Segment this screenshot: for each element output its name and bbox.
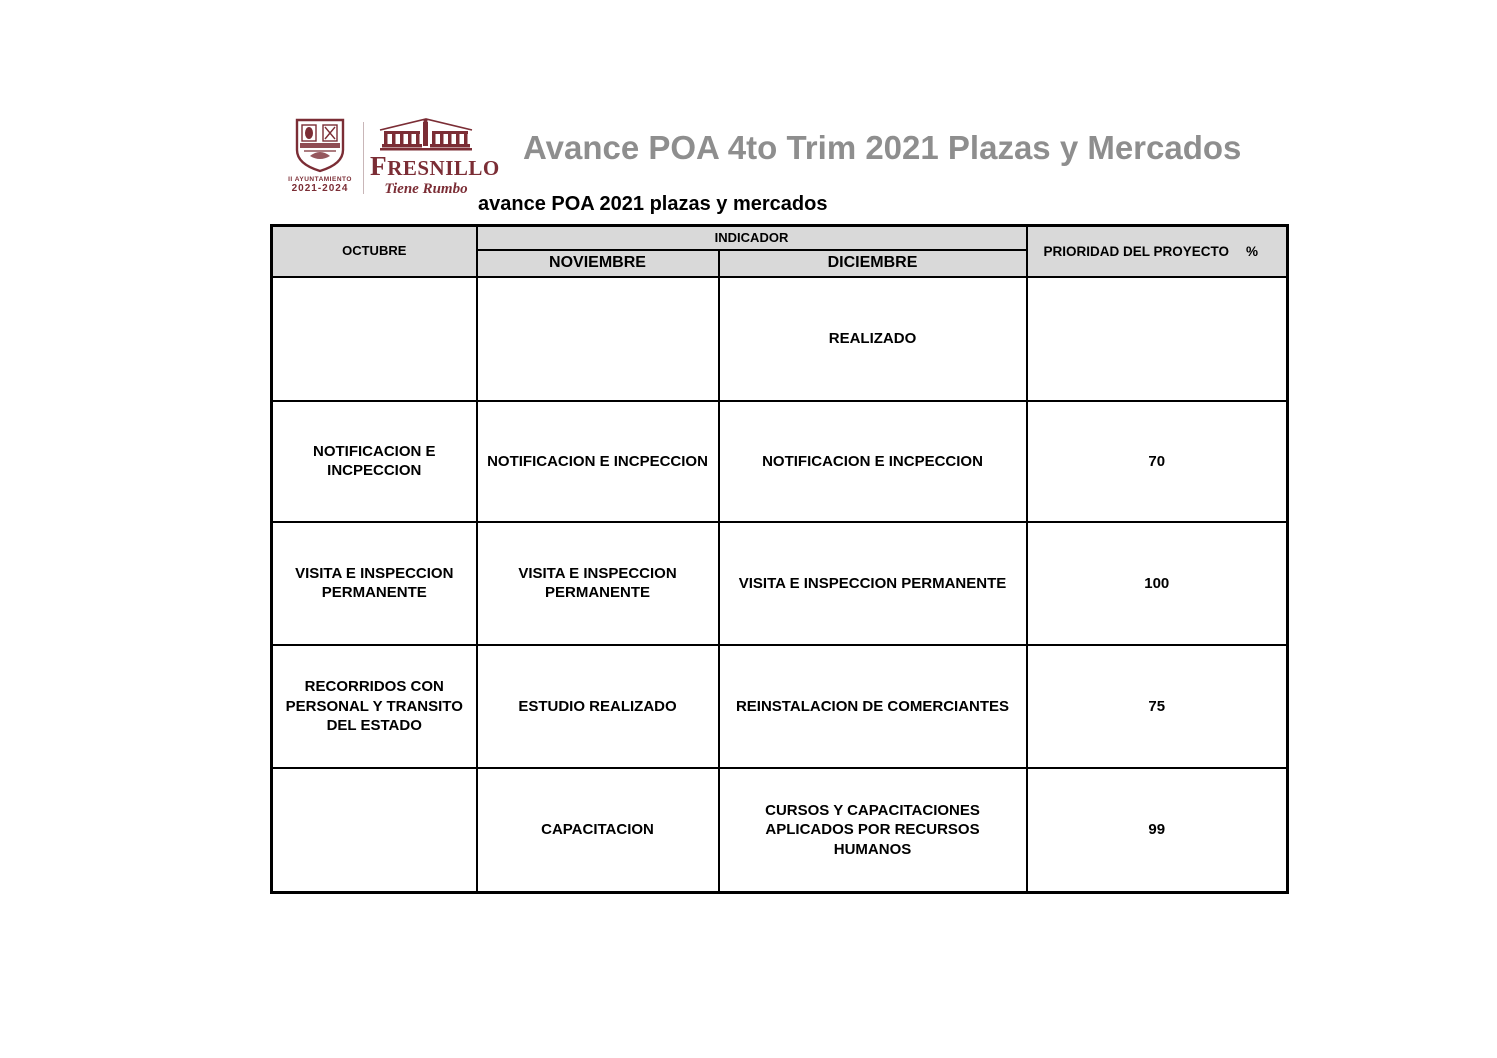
table-row	[272, 645, 1288, 768]
cell-noviembre: ESTUDIO REALIZADO	[477, 645, 719, 768]
cell-octubre	[272, 277, 477, 401]
brand-name: FRESNILLO	[370, 151, 500, 181]
cell-prioridad	[1027, 277, 1288, 401]
coat-of-arms	[283, 118, 357, 194]
page-title: Avance POA 4to Trim 2021 Plazas y Mercados	[523, 129, 1242, 166]
header-octubre: OCTUBRE	[272, 226, 477, 277]
cell-prioridad: 99	[1027, 768, 1288, 893]
aqueduct-icon	[376, 118, 476, 152]
cell-noviembre: NOTIFICACION E INCPECCION	[477, 401, 719, 522]
cell-diciembre: REALIZADO	[719, 277, 1027, 401]
header-percent-label: %	[1246, 243, 1259, 259]
crest-caption-line1: II AYUNTAMIENTO	[288, 176, 352, 183]
table-row	[272, 522, 1288, 645]
cell-diciembre: REINSTALACION DE COMERCIANTES	[719, 645, 1027, 768]
table-row	[272, 277, 1288, 401]
header-prioridad-label: PRIORIDAD DEL PROYECTO	[1043, 243, 1230, 259]
cell-diciembre: VISITA E INSPECCION PERMANENTE	[719, 522, 1027, 645]
cell-diciembre: NOTIFICACION E INCPECCION	[719, 401, 1027, 522]
cell-octubre: RECORRIDOS CON PERSONAL Y TRANSITO DEL ESTADO	[272, 645, 477, 768]
cell-prioridad: 75	[1027, 645, 1288, 768]
cell-noviembre	[477, 277, 719, 401]
logo-divider	[363, 122, 364, 194]
poa-progress-table	[270, 224, 1289, 894]
coat-of-arms-icon	[294, 118, 346, 174]
cell-noviembre: VISITA E INSPECCION PERMANENTE	[477, 522, 719, 645]
table-row	[272, 401, 1288, 522]
cell-prioridad: 100	[1027, 522, 1288, 645]
header-diciembre: DICIEMBRE	[719, 250, 1027, 277]
cell-octubre: VISITA E INSPECCION PERMANENTE	[272, 522, 477, 645]
header-prioridad	[1027, 226, 1288, 277]
table-row	[272, 768, 1288, 893]
cell-prioridad: 70	[1027, 401, 1288, 522]
cell-octubre	[272, 768, 477, 893]
header-noviembre: NOVIEMBRE	[477, 250, 719, 277]
brand-tagline: Tiene Rumbo	[384, 181, 468, 198]
cell-diciembre: CURSOS Y CAPACITACIONES APLICADOS POR RECURSOS HUMANOS	[719, 768, 1027, 893]
cell-octubre: NOTIFICACION E INCPECCION	[272, 401, 477, 522]
fresnillo-logo	[370, 118, 500, 198]
municipal-logo	[283, 118, 500, 206]
cell-noviembre: CAPACITACION	[477, 768, 719, 893]
crest-caption-line2: 2021-2024	[291, 183, 349, 194]
page-subtitle: avance POA 2021 plazas y mercados	[478, 193, 828, 215]
header-indicador: INDICADOR	[477, 226, 1027, 251]
